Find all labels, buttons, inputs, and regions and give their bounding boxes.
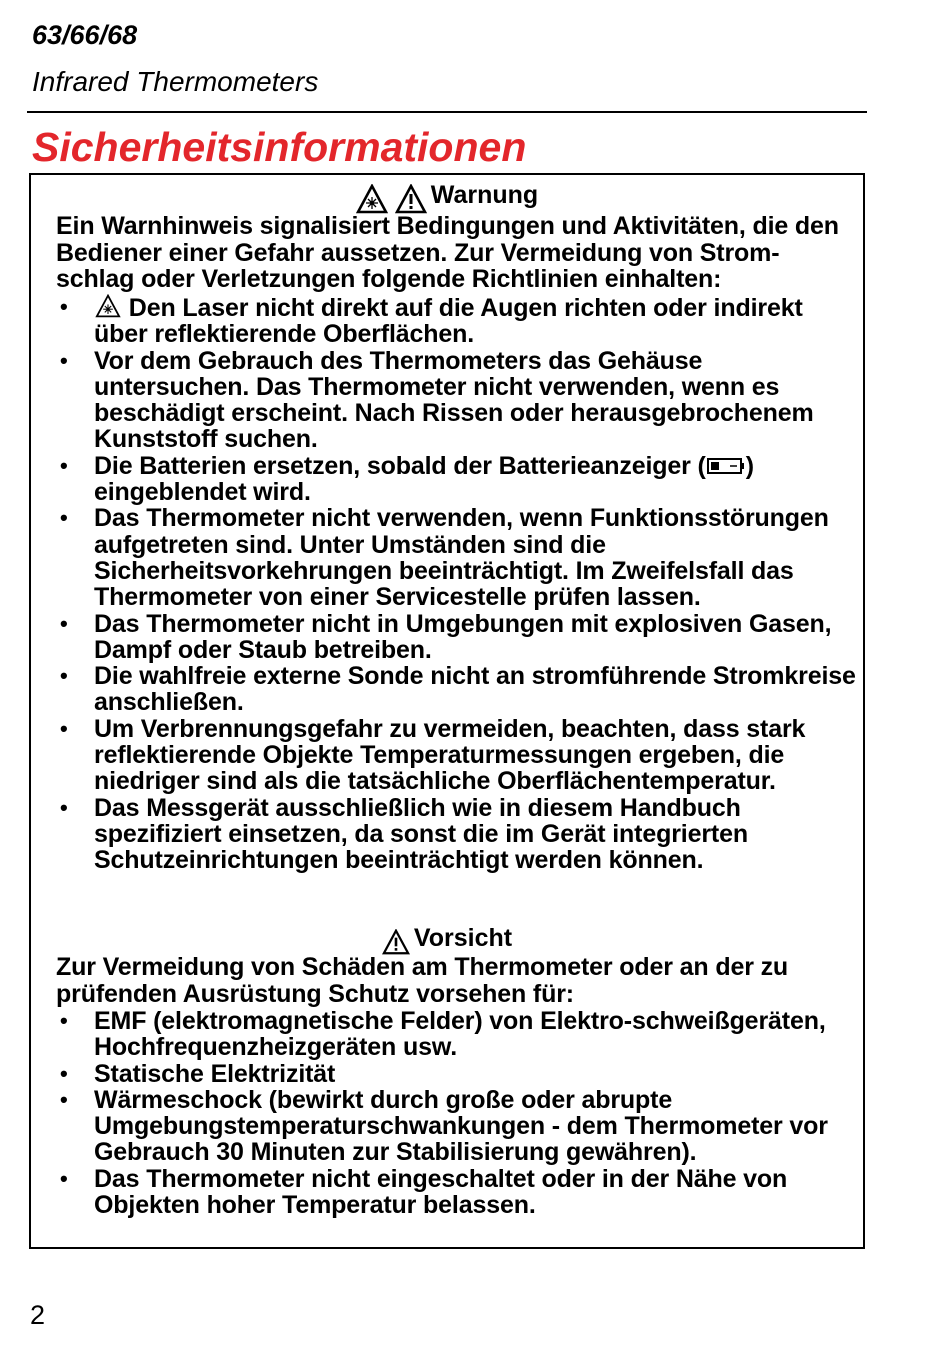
warning-intro: Ein Warnhinweis signalisiert Bedingungen und Aktivitäten, die den Bediener einer Gefahr aussetzen. Zur Vermeidung von Strom-schlag oder Verletzungen folgende Richtlinien einhalten: xyxy=(56,212,839,293)
section-title: Sicherheitsinformationen xyxy=(32,124,527,170)
document-subtitle: Infrared Thermometers xyxy=(32,66,319,97)
list-item: • EMF (elektromagnetische Felder) von Elektro-schweißgeräten, Hochfrequenzheizgeräten usw. xyxy=(60,1007,826,1062)
list-item: • Vor dem Gebrauch des Thermometers das Gehäuse untersuchen. Das Thermometer nicht verwenden, wenn es beschädigt erscheint. Nach Rissen oder herausgebrochenem Kunststoff suchen. xyxy=(60,346,814,454)
bullet: • xyxy=(60,452,68,478)
warning-triangle-icon xyxy=(395,184,427,214)
caution-intro: Zur Vermeidung von Schäden am Thermometer oder an der zu prüfenden Ausrüstung Schutz vorsehen für: xyxy=(56,953,789,1008)
warning-heading xyxy=(31,181,863,214)
safety-box xyxy=(29,173,865,1249)
warning-list xyxy=(31,294,861,874)
bullet: • xyxy=(60,1086,68,1112)
page-number: 2 xyxy=(30,1300,46,1330)
bullet: • xyxy=(60,610,68,636)
list-item: • Die Batterien ersetzen, sobald der Batterieanzeiger ( ) eingeblendet wird. xyxy=(60,451,754,507)
caution-heading xyxy=(31,924,863,955)
warning-heading-label: Warnung xyxy=(430,181,539,209)
warning-triangle-icon xyxy=(382,929,410,955)
list-item: • Das Thermometer nicht eingeschaltet oder in der Nähe von Objekten hoher Temperatur belassen. xyxy=(60,1164,788,1220)
laser-warning-icon xyxy=(356,184,388,214)
bullet: • xyxy=(60,505,68,531)
list-item: • Das Messgerät ausschließlich wie in diesem Handbuch spezifiziert einsetzen, da sonst die im Gerät integrierten Schutzeinrichtungen beeinträchtigt werden können. xyxy=(60,793,748,875)
bullet: • xyxy=(60,347,68,373)
list-item: • Um Verbrennungsgefahr zu vermeiden, beachten, dass stark reflektierende Objekte Temperaturmessungen ergeben, die niedriger sind als die tatsächliche Oberflächentemperatur. xyxy=(60,714,806,796)
battery-icon xyxy=(706,456,746,476)
bullet: • xyxy=(60,1060,68,1086)
caution-heading-label: Vorsicht xyxy=(413,924,513,952)
bullet: • xyxy=(60,294,68,319)
list-item: • Wärmeschock (bewirkt durch große oder abrupte Umgebungstemperaturschwankungen - dem Thermometer vor Gebrauch 30 Minuten zur Stabilisierung gewähren). xyxy=(60,1085,828,1167)
bullet: • xyxy=(60,663,68,689)
caution-list xyxy=(31,1008,861,1218)
list-item: • Das Thermometer nicht in Umgebungen mit explosiven Gasen, Dampf oder Staub betreiben. xyxy=(60,609,832,664)
list-item: • Statische Elektrizität xyxy=(60,1059,336,1088)
bullet: • xyxy=(60,1165,68,1191)
bullet: • xyxy=(60,794,68,820)
list-item: • Den Laser nicht direkt auf die Augen richten oder indirekt über reflektierende Oberflächen. xyxy=(60,294,803,349)
header-divider xyxy=(27,111,867,113)
list-item: • Die wahlfreie externe Sonde nicht an stromführende Stromkreise anschließen. xyxy=(60,662,856,717)
bullet: • xyxy=(60,715,68,741)
model-number: 63/66/68 xyxy=(32,20,138,50)
list-item: • Das Thermometer nicht verwenden, wenn Funktionsstörungen aufgetreten sind. Unter Umständen sind die Sicherheitsvorkehrungen beeinträchtigt. Im Zweifelsfall das Thermometer von einer Servicestelle prüfen lassen. xyxy=(60,504,829,612)
laser-warning-icon xyxy=(94,294,122,318)
bullet: • xyxy=(60,1008,68,1033)
